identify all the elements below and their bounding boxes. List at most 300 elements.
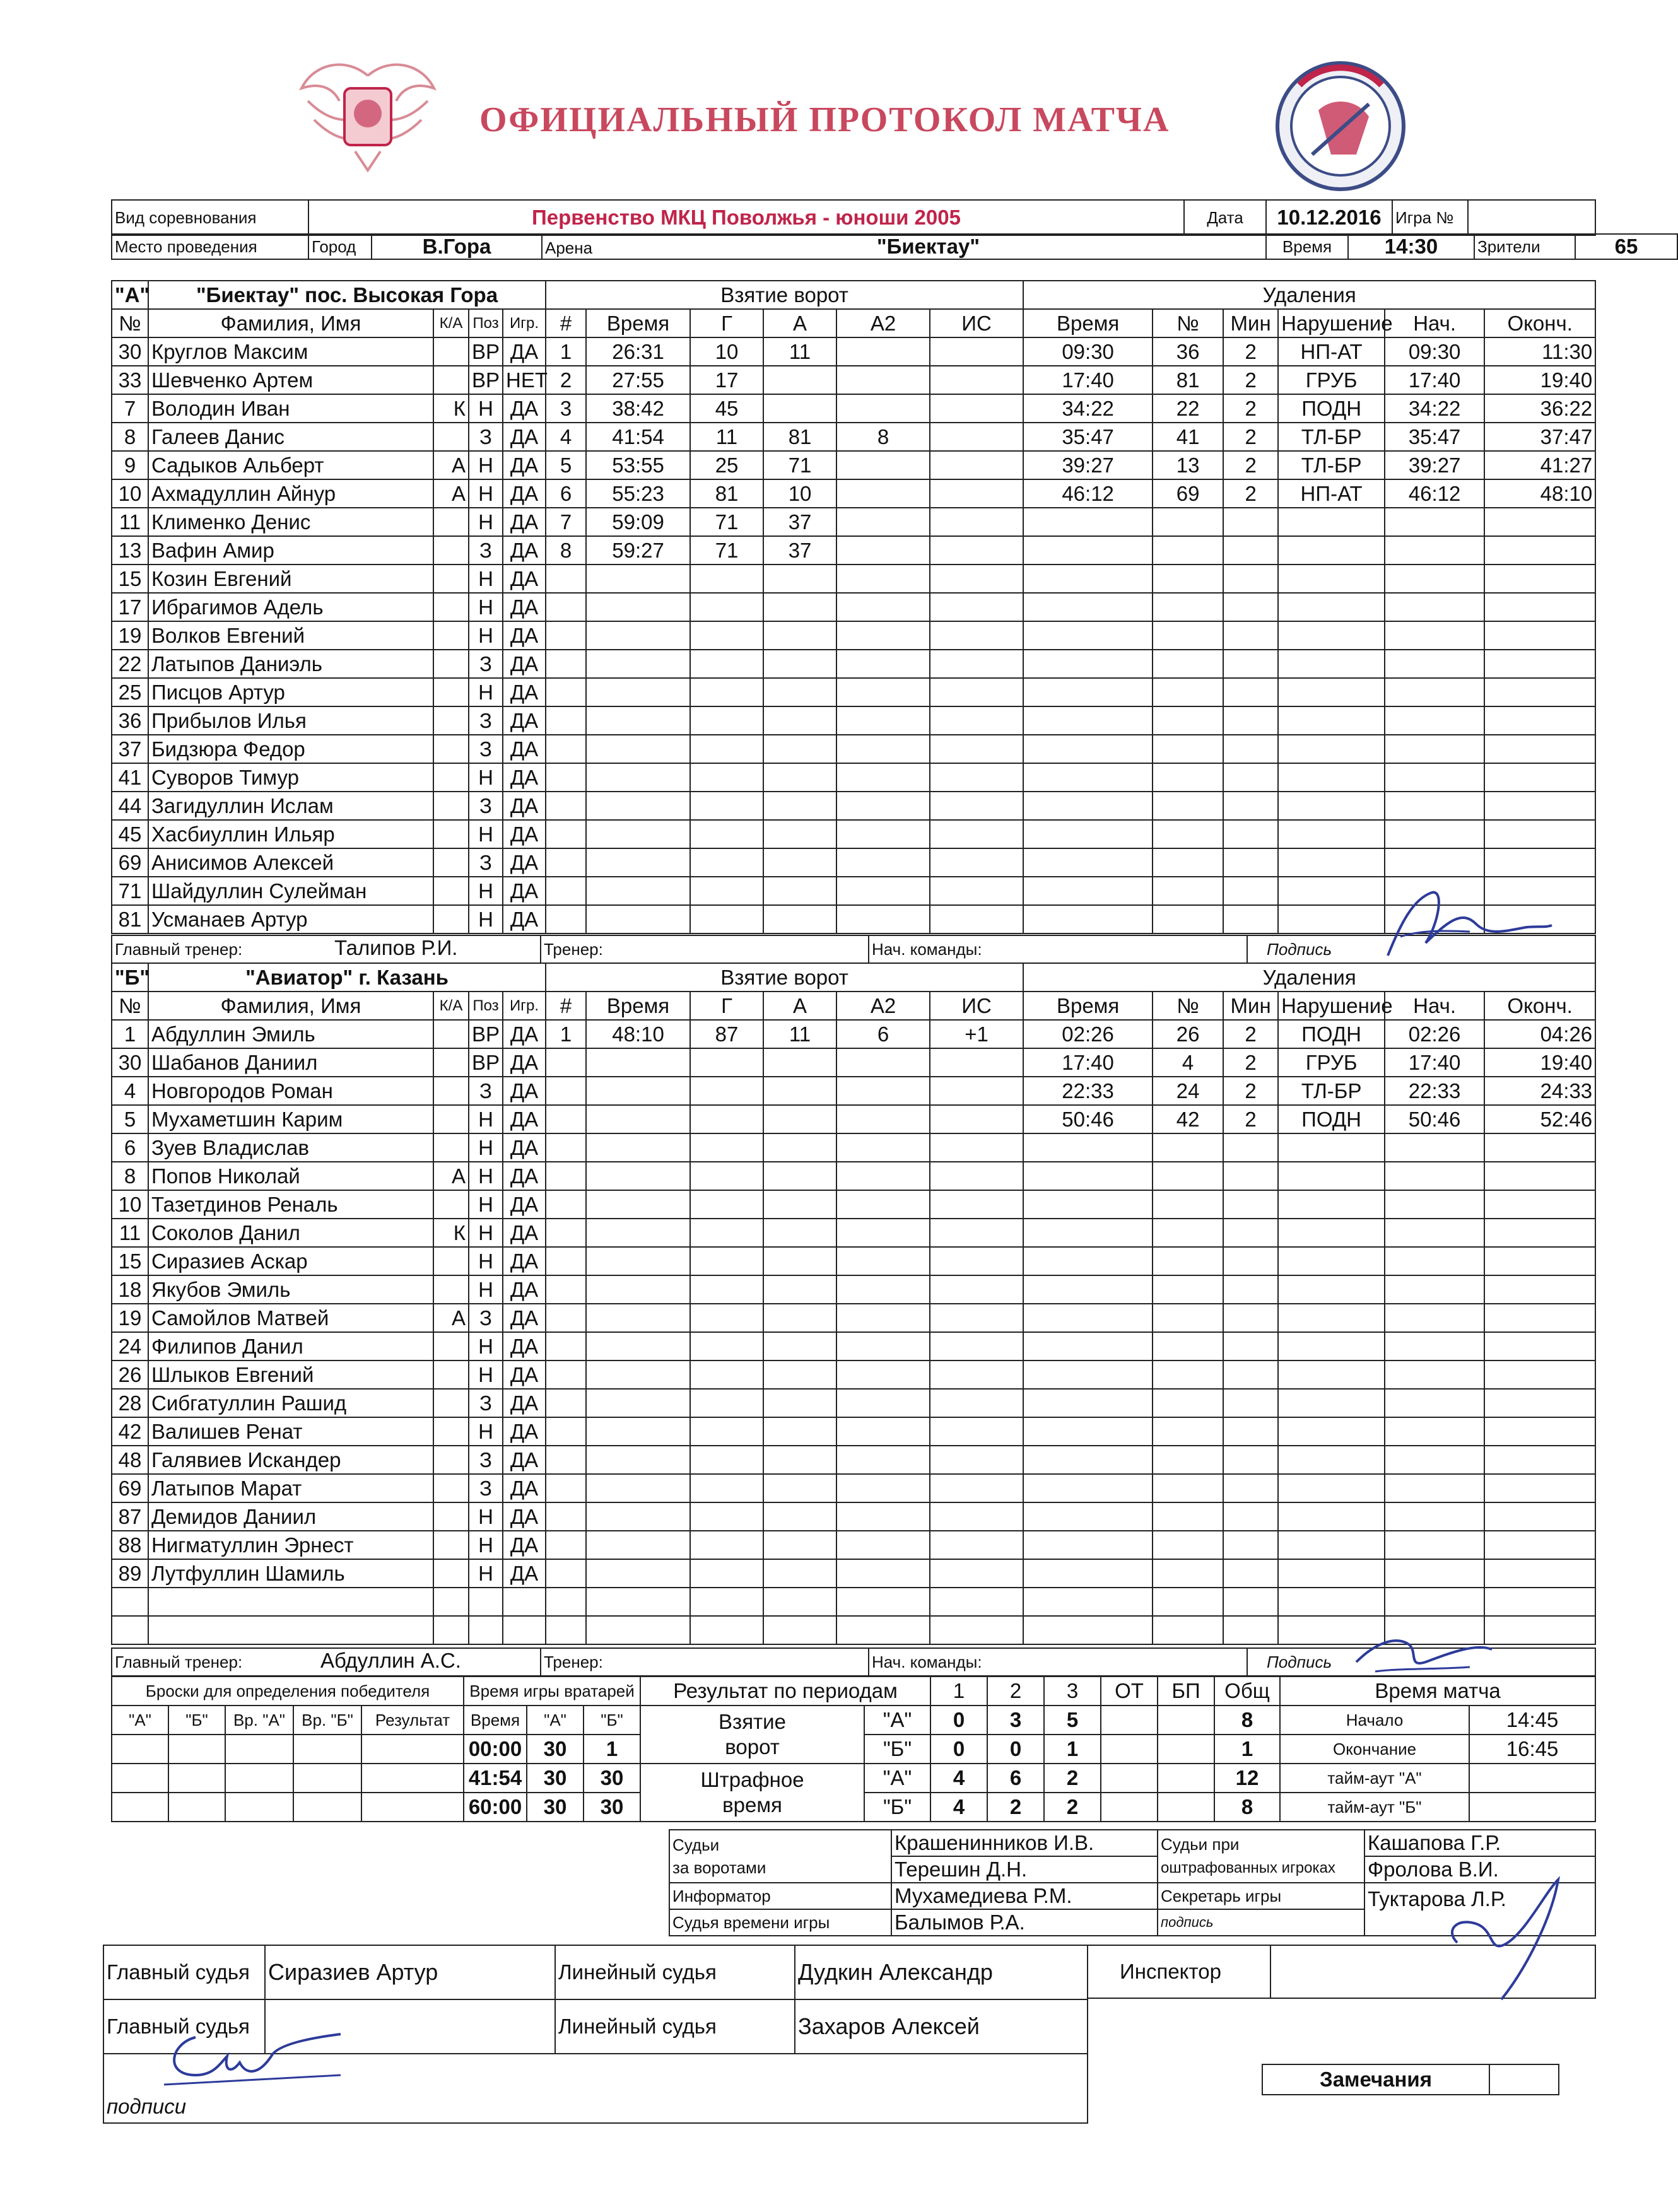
goal-assist-1: 11 — [763, 337, 836, 366]
penalty-end — [1484, 593, 1595, 621]
goal-situation — [930, 565, 1023, 593]
goal-situation — [930, 1077, 1023, 1105]
goal-time — [586, 1133, 690, 1162]
goal-situation — [930, 479, 1023, 508]
player-played: ДА — [503, 1559, 546, 1588]
player-name: Тазетдинов Реналь — [148, 1190, 433, 1219]
player-played: ДА — [503, 735, 546, 763]
goal-scorer — [690, 1332, 763, 1361]
goal-scorer: 71 — [690, 536, 763, 565]
penalty-start: 34:22 — [1385, 394, 1484, 423]
player-number: 71 — [112, 877, 148, 905]
goal-time — [586, 1446, 690, 1474]
penalty-violation — [1278, 1446, 1385, 1474]
goal-time — [586, 1048, 690, 1077]
col-goal-number: # — [546, 309, 586, 337]
player-number: 9 — [112, 451, 148, 479]
player-captain-mark — [433, 621, 469, 650]
penalty-time — [1023, 593, 1153, 621]
goal-time — [586, 650, 690, 678]
goal-time: 26:31 — [586, 337, 690, 366]
penalty-minutes — [1223, 1417, 1278, 1446]
goal-assist-1 — [763, 1361, 836, 1389]
player-position: Н — [469, 479, 503, 508]
penalty-end — [1484, 1190, 1595, 1219]
player-played: ДА — [503, 1133, 546, 1162]
venue-label: Место проведения — [112, 234, 308, 259]
player-played: ДА — [503, 678, 546, 706]
goal-number: 8 — [546, 536, 586, 565]
penalty-violation: НП-АТ — [1278, 337, 1385, 366]
table-row — [112, 763, 1595, 792]
penalty-player — [1153, 593, 1223, 621]
table-row — [112, 1105, 1595, 1133]
player-name: Галявиев Искандер — [148, 1446, 433, 1474]
penalty-start — [1385, 1616, 1484, 1644]
goal-situation — [930, 792, 1023, 820]
goal-assist-2 — [836, 479, 930, 508]
player-name: Мухаметшин Карим — [148, 1105, 433, 1133]
goal-number: 1 — [546, 1020, 586, 1048]
penalty-player — [1153, 650, 1223, 678]
penalty-player — [1153, 678, 1223, 706]
player-played: ДА — [503, 1389, 546, 1417]
penalty-violation — [1278, 1219, 1385, 1247]
table-row — [112, 1361, 1595, 1389]
goal-time — [586, 1219, 690, 1247]
player-name: Бидзюра Федор — [148, 735, 433, 763]
player-number: 8 — [112, 423, 148, 451]
col-name: Фамилия, Имя — [148, 992, 433, 1020]
penalty-start — [1385, 536, 1484, 565]
goal-assist-2 — [836, 1559, 930, 1588]
goal-scorer — [690, 1105, 763, 1133]
penalty-start — [1385, 1190, 1484, 1219]
team-a-coaches — [111, 935, 1596, 964]
goal-assist-2 — [836, 792, 930, 820]
goal-number — [546, 1474, 586, 1502]
secretary-label: Секретарь игры — [1158, 1883, 1364, 1909]
player-name: Филипов Данил — [148, 1332, 433, 1361]
player-played: ДА — [503, 1332, 546, 1361]
goal-assist-2 — [836, 706, 930, 735]
penalty-violation — [1278, 1190, 1385, 1219]
penalty-time — [1023, 792, 1153, 820]
player-played: ДА — [503, 423, 546, 451]
penalty-end — [1484, 621, 1595, 650]
goal-judge-1: Крашенинников И.В. — [891, 1830, 1158, 1856]
goals-team-b: "Б" — [864, 1735, 930, 1764]
goal-situation — [930, 877, 1023, 905]
sign-label: подпись — [1158, 1909, 1364, 1936]
linesman-2-label: Линейный судья — [555, 1999, 795, 2054]
goal-assist-2 — [836, 593, 930, 621]
penalty-start — [1385, 650, 1484, 678]
goal-number — [546, 565, 586, 593]
table-row — [112, 1275, 1595, 1304]
player-name: Лутфуллин Шамиль — [148, 1559, 433, 1588]
goal-scorer — [690, 1190, 763, 1219]
penalty-end — [1484, 1219, 1595, 1247]
penalty-violation: ТЛ-БР — [1278, 1077, 1385, 1105]
player-position: З — [469, 423, 503, 451]
penalty-start — [1385, 1304, 1484, 1332]
pim-a-ot — [1101, 1764, 1158, 1793]
goal-assist-2 — [836, 905, 930, 933]
penalty-start — [1385, 1588, 1484, 1616]
player-position: З — [469, 792, 503, 820]
table-row — [112, 1474, 1595, 1502]
head-coach-label: Главный тренер: — [115, 1652, 243, 1671]
col-captain: К/А — [433, 992, 469, 1020]
penalty-violation — [1278, 678, 1385, 706]
goals-b-p2: 0 — [987, 1735, 1044, 1764]
goal-number — [546, 1105, 586, 1133]
goal-number — [546, 1162, 586, 1190]
goal-assist-1 — [763, 1531, 836, 1559]
player-captain-mark — [433, 1020, 469, 1048]
penalty-end — [1484, 706, 1595, 735]
player-played: ДА — [503, 1304, 546, 1332]
goals-b-ot — [1101, 1735, 1158, 1764]
goal-number — [546, 1446, 586, 1474]
goal-assist-2 — [836, 1048, 930, 1077]
player-captain-mark: А — [433, 479, 469, 508]
penalty-time — [1023, 678, 1153, 706]
goal-number — [546, 905, 586, 933]
player-name: Анисимов Алексей — [148, 848, 433, 877]
remarks-value — [1489, 2064, 1559, 2095]
penalty-end: 41:27 — [1484, 451, 1595, 479]
penalty-violation: ТЛ-БР — [1278, 423, 1385, 451]
penalty-player — [1153, 1531, 1223, 1559]
table-row — [112, 423, 1595, 451]
penalty-end — [1484, 1446, 1595, 1474]
goal-situation — [930, 1247, 1023, 1275]
player-name: Нигматуллин Эрнест — [148, 1531, 433, 1559]
goal-assist-1 — [763, 1559, 836, 1588]
penalty-end: 19:40 — [1484, 1048, 1595, 1077]
goal-time — [586, 1077, 690, 1105]
pim-a-total: 12 — [1214, 1764, 1280, 1793]
player-played: ДА — [503, 1219, 546, 1247]
goal-time — [586, 1588, 690, 1616]
player-position: З — [469, 1304, 503, 1332]
penalty-time — [1023, 905, 1153, 933]
player-captain-mark — [433, 1559, 469, 1588]
player-played: ДА — [503, 1077, 546, 1105]
penalty-minutes: 2 — [1223, 479, 1278, 508]
penalty-time — [1023, 706, 1153, 735]
pim-a-p3: 2 — [1044, 1764, 1101, 1793]
penalty-time — [1023, 1531, 1153, 1559]
player-captain-mark — [433, 763, 469, 792]
goal-scorer — [690, 1048, 763, 1077]
penalty-violation — [1278, 1417, 1385, 1446]
penalty-time — [1023, 1588, 1153, 1616]
goal-assist-1 — [763, 1304, 836, 1332]
remarks-label: Замечания — [1262, 2064, 1489, 2095]
goal-assist-2: 6 — [836, 1020, 930, 1048]
penalty-minutes — [1223, 1190, 1278, 1219]
penalty-end: 37:47 — [1484, 423, 1595, 451]
penalty-start — [1385, 1417, 1484, 1446]
penalty-end — [1484, 735, 1595, 763]
penalty-judge-2: Фролова В.И. — [1364, 1856, 1595, 1883]
player-position: З — [469, 735, 503, 763]
player-captain-mark — [433, 1247, 469, 1275]
player-position — [469, 1616, 503, 1644]
goal-assist-1 — [763, 678, 836, 706]
player-position: Н — [469, 621, 503, 650]
table-row — [112, 536, 1595, 565]
goal-number — [546, 1219, 586, 1247]
goal-time — [586, 792, 690, 820]
table-row — [112, 337, 1595, 366]
goal-assist-2 — [836, 1190, 930, 1219]
penalty-start — [1385, 621, 1484, 650]
penalty-start — [1385, 678, 1484, 706]
goal-time — [586, 621, 690, 650]
arena-cell — [542, 234, 1266, 259]
goal-assist-1 — [763, 1332, 836, 1361]
player-captain-mark — [433, 565, 469, 593]
player-played: ДА — [503, 451, 546, 479]
table-row — [112, 1048, 1595, 1077]
player-position: Н — [469, 1105, 503, 1133]
penalty-violation — [1278, 1361, 1385, 1389]
table-row — [112, 877, 1595, 905]
penalty-violation — [1278, 1247, 1385, 1275]
goal-situation — [930, 1531, 1023, 1559]
player-position: З — [469, 1474, 503, 1502]
goal-scorer — [690, 1417, 763, 1446]
col-violation: Нарушение — [1278, 309, 1385, 337]
player-played — [503, 1588, 546, 1616]
penalty-violation — [1278, 792, 1385, 820]
goal-assist-2 — [836, 1162, 930, 1190]
player-played: ДА — [503, 479, 546, 508]
player-played: ДА — [503, 1446, 546, 1474]
team-b-head-coach-cell — [112, 1648, 541, 1676]
goal-scorer: 11 — [690, 423, 763, 451]
penalty-time — [1023, 1162, 1153, 1190]
penalty-start: 46:12 — [1385, 479, 1484, 508]
goal-assist-1 — [763, 1190, 836, 1219]
goal-scorer — [690, 848, 763, 877]
penalty-end: 52:46 — [1484, 1105, 1595, 1133]
col-goal-number: # — [546, 992, 586, 1020]
player-name: Вафин Амир — [148, 536, 433, 565]
goal-number — [546, 820, 586, 848]
goalie-row-2-time: 41:54 — [464, 1764, 527, 1793]
goalie-row-2-b: 30 — [584, 1764, 640, 1793]
player-position: Н — [469, 877, 503, 905]
player-position: Н — [469, 820, 503, 848]
goals-label-2: ворот — [725, 1735, 780, 1758]
goal-scorer: 81 — [690, 479, 763, 508]
penalty-player — [1153, 1389, 1223, 1417]
summary-table — [111, 1676, 1596, 1822]
goal-assist-1: 10 — [763, 479, 836, 508]
penalty-violation — [1278, 1332, 1385, 1361]
player-name: Шайдуллин Сулейман — [148, 877, 433, 905]
penalty-end — [1484, 565, 1595, 593]
player-captain-mark — [433, 877, 469, 905]
table-row — [112, 1077, 1595, 1105]
penalty-start: 17:40 — [1385, 366, 1484, 394]
player-played: ДА — [503, 877, 546, 905]
penalty-start — [1385, 1531, 1484, 1559]
player-position: ВР — [469, 337, 503, 366]
penalty-player — [1153, 1588, 1223, 1616]
penalty-end — [1484, 1389, 1595, 1417]
penalty-violation — [1278, 650, 1385, 678]
informer: Мухамедиева Р.М. — [891, 1883, 1158, 1909]
penalty-violation — [1278, 508, 1385, 536]
col-played: Игр. — [503, 992, 546, 1020]
penalty-end — [1484, 1332, 1595, 1361]
player-played — [503, 1616, 546, 1644]
penalty-start — [1385, 593, 1484, 621]
penalty-time — [1023, 1133, 1153, 1162]
goal-time — [586, 848, 690, 877]
goal-assist-1 — [763, 394, 836, 423]
goal-situation — [930, 1616, 1023, 1644]
penalty-minutes: 2 — [1223, 1105, 1278, 1133]
goal-number: 5 — [546, 451, 586, 479]
player-played: ДА — [503, 763, 546, 792]
player-captain-mark — [433, 1417, 469, 1446]
goal-number — [546, 650, 586, 678]
goal-time: 38:42 — [586, 394, 690, 423]
penalty-time — [1023, 1446, 1153, 1474]
penalty-player — [1153, 621, 1223, 650]
goal-time — [586, 565, 690, 593]
goal-time — [586, 820, 690, 848]
player-captain-mark — [433, 536, 469, 565]
player-number: 19 — [112, 621, 148, 650]
goal-assist-2 — [836, 1332, 930, 1361]
goal-scorer — [690, 735, 763, 763]
player-position: З — [469, 1446, 503, 1474]
penalty-time — [1023, 650, 1153, 678]
goals-team-a: "А" — [864, 1706, 930, 1735]
player-number: 45 — [112, 820, 148, 848]
player-captain-mark: А — [433, 451, 469, 479]
penalty-minutes — [1223, 1304, 1278, 1332]
goal-assist-1 — [763, 792, 836, 820]
head-coach-label: Главный тренер: — [115, 939, 243, 959]
goal-number — [546, 1559, 586, 1588]
penalty-violation — [1278, 905, 1385, 933]
goal-scorer — [690, 1389, 763, 1417]
goal-situation — [930, 1417, 1023, 1446]
goal-scorer — [690, 1531, 763, 1559]
goal-assist-2 — [836, 1275, 930, 1304]
goal-assist-1 — [763, 848, 836, 877]
player-captain-mark — [433, 1446, 469, 1474]
player-captain-mark: А — [433, 1304, 469, 1332]
team-manager-label: Нач. команды: — [869, 1648, 1247, 1676]
player-name: Шабанов Даниил — [148, 1048, 433, 1077]
timeout-b-label: тайм-аут "Б" — [1280, 1793, 1469, 1822]
goal-time — [586, 1162, 690, 1190]
penalty-start: 50:46 — [1385, 1105, 1484, 1133]
player-name: Соколов Данил — [148, 1219, 433, 1247]
pim-label-2: время — [722, 1793, 782, 1817]
goal-number — [546, 1417, 586, 1446]
player-played: ДА — [503, 1417, 546, 1446]
timekeeper: Балымов Р.А. — [891, 1909, 1158, 1936]
player-played: ДА — [503, 792, 546, 820]
team-a-name: "Биектау" пос. Высокая Гора — [148, 281, 546, 309]
player-name — [148, 1588, 433, 1616]
player-position: Н — [469, 1417, 503, 1446]
player-captain-mark — [433, 1616, 469, 1644]
goal-assist-2 — [836, 394, 930, 423]
goal-assist-2 — [836, 1474, 930, 1502]
penalty-time — [1023, 877, 1153, 905]
player-name: Писцов Артур — [148, 678, 433, 706]
player-name: Прибылов Илья — [148, 706, 433, 735]
page-title: ОФИЦИАЛЬНЫЙ ПРОТОКОЛ МАТЧА — [479, 100, 1170, 139]
penalty-time: 22:33 — [1023, 1077, 1153, 1105]
table-row — [112, 1020, 1595, 1048]
penalty-time: 50:46 — [1023, 1105, 1153, 1133]
penalty-end — [1484, 1559, 1595, 1588]
goal-assist-1 — [763, 650, 836, 678]
penalty-player — [1153, 735, 1223, 763]
penalty-player — [1153, 1361, 1223, 1389]
goal-assist-1 — [763, 1588, 836, 1616]
team-a-table — [111, 280, 1596, 934]
goal-situation — [930, 1588, 1023, 1616]
goal-number — [546, 1133, 586, 1162]
penalty-end — [1484, 1531, 1595, 1559]
player-number: 36 — [112, 706, 148, 735]
goal-assist-2 — [836, 820, 930, 848]
goalie-row-3-time: 60:00 — [464, 1793, 527, 1822]
col-goal-time: Время — [586, 309, 690, 337]
pim-row-label — [640, 1764, 864, 1822]
goal-scorer: 17 — [690, 366, 763, 394]
penalty-start — [1385, 735, 1484, 763]
referee-2-label: Главный судья — [103, 1999, 265, 2054]
penalty-player — [1153, 1247, 1223, 1275]
goal-situation — [930, 1559, 1023, 1588]
player-captain-mark — [433, 1275, 469, 1304]
goal-situation — [930, 1361, 1023, 1389]
goal-assist-2 — [836, 337, 930, 366]
penalty-end — [1484, 1247, 1595, 1275]
col-number: № — [112, 992, 148, 1020]
penalty-end — [1484, 650, 1595, 678]
goal-situation — [930, 1389, 1023, 1417]
player-played: ДА — [503, 1048, 546, 1077]
table-row — [112, 394, 1595, 423]
goal-number — [546, 877, 586, 905]
penalty-end: 19:40 — [1484, 366, 1595, 394]
goal-assist-1 — [763, 1275, 836, 1304]
coach-label: Тренер: — [541, 935, 869, 963]
penalty-minutes: 2 — [1223, 1020, 1278, 1048]
goalie-row-3-a: 30 — [527, 1793, 584, 1822]
penalty-minutes — [1223, 1474, 1278, 1502]
penalty-player — [1153, 1502, 1223, 1531]
goals-a-bp — [1158, 1706, 1214, 1735]
player-number: 4 — [112, 1077, 148, 1105]
